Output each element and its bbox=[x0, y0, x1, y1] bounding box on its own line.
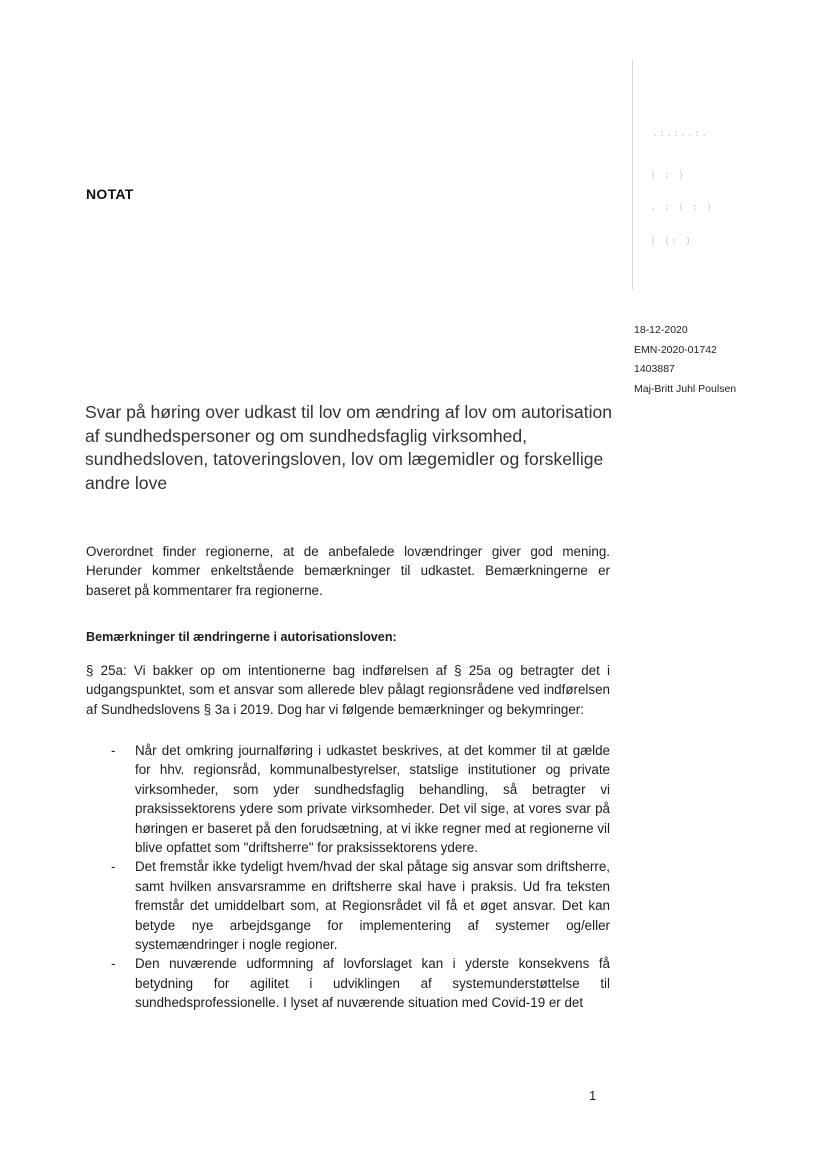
scan-artifact-smudge: .:.:..:. bbox=[652, 128, 709, 139]
intro-paragraph: Overordnet finder regionerne, at de anbefalede lovændringer giver god mening. Herunder kommer enkeltstående bemærkninger til udkastet. Bemærkningerne er baseret på kommentarer fra regionerne. bbox=[86, 544, 610, 598]
scan-artifact-smudge: . : ( : ) bbox=[650, 202, 714, 213]
document-number: 1403887 bbox=[634, 363, 675, 376]
document-date: 18-12-2020 bbox=[634, 324, 688, 336]
section-paragraph: § 25a: Vi bakker op om intentionerne bag indførelsen af § 25a og betragter det i udgangspunktet, som et ansvar som allerede blev pålagt regionsrådene ved indførelsen af Sundhedslovens § 3a i 2019. Dog har vi følgende bemærkninger og bekymringer: bbox=[86, 663, 610, 717]
bullet-dash: - bbox=[111, 956, 116, 972]
page-number: 1 bbox=[589, 1088, 597, 1103]
document-title: Svar på høring over udkast til lov om ændring af lov om autorisation af sundhedspersoner og om sundhedsfaglig virksomhed, sundhedsloven, tatoveringsloven, lov om lægemidler og forskellige andre love bbox=[85, 402, 613, 493]
list-item bbox=[86, 954, 610, 1012]
scan-artifact-smudge: ( (: ) bbox=[650, 236, 693, 247]
bullet-list bbox=[86, 741, 610, 1013]
document-type-label: NOTAT bbox=[86, 186, 134, 202]
case-number: EMN-2020-01742 bbox=[634, 343, 717, 356]
list-item bbox=[86, 857, 610, 954]
author-name: Maj-Britt Juhl Poulsen bbox=[634, 383, 737, 396]
scan-artifact-smudge: ( : ) bbox=[650, 170, 686, 181]
scan-artifact-line bbox=[632, 60, 633, 290]
bullet-dash: - bbox=[111, 859, 116, 875]
list-item-text: Den nuværende udformning af lovforslaget kan i yderste konsekvens få betydning for agilitet i udviklingen af systemunderstøttelse til sundhedsprofessionelle. I lyset af nuværende situation med Covid-19 er det bbox=[135, 956, 610, 1011]
section-heading: Bemærkninger til ændringerne i autorisationsloven: bbox=[86, 630, 397, 644]
bullet-dash: - bbox=[111, 743, 116, 758]
document-metadata bbox=[634, 321, 736, 400]
list-item-text: Det fremstår ikke tydeligt hvem/hvad der skal påtage sig ansvar som driftsherre, samt hvilken ansvarsramme en driftsherre skal have i praksis. Ud fra teksten fremstår det umiddelbart som, at Regionsrådet vil få et øget ansvar. Det kan betyde nye arbejdsgange for implementering af systemer og/eller systemændringer i nogle regioner. bbox=[135, 859, 610, 953]
list-item-text: Når det omkring journalføring i udkastet beskrives, at det kommer til at gælde for hhv. regionsråd, kommunalbestyrelser, statslige institutioner og private virksomheder, som yder sundhedsfaglig behandling, så betragter vi praksissektorens ydere som private virksomheder. Det vil sige, at vores svar på høringen er baseret på den forudsætning, at vi ikke regner med at regionerne vil blive opfattet som "driftsherre" for praksissektorens ydere. bbox=[135, 743, 610, 856]
list-item bbox=[86, 741, 610, 857]
